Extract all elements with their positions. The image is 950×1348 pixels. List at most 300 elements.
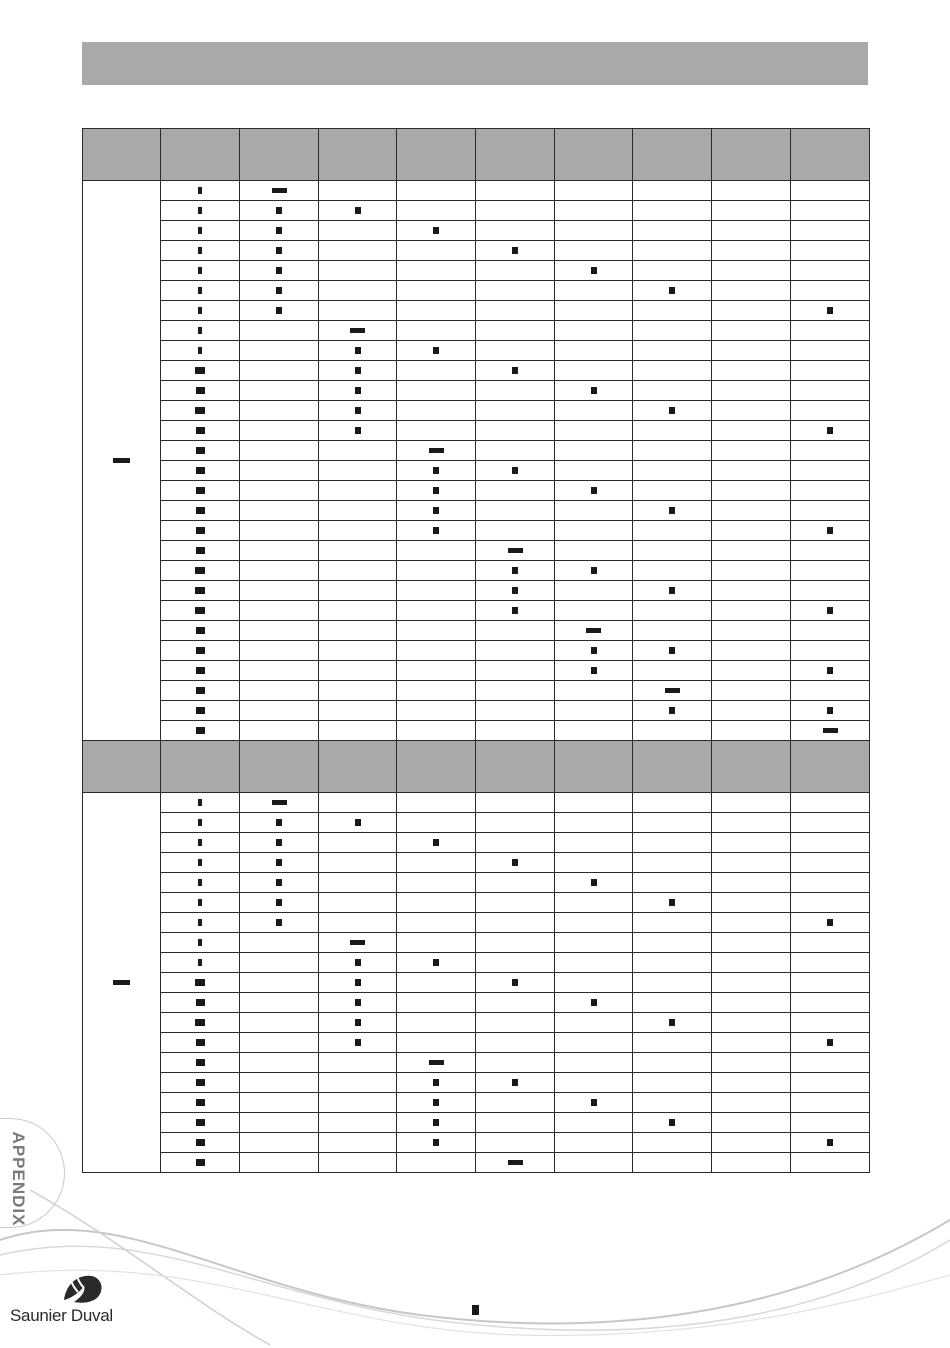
table-cell: [791, 1153, 870, 1173]
table-cell: [633, 221, 712, 241]
table-cell: [476, 301, 555, 321]
square-marker: [276, 839, 282, 846]
row-id-marker: [198, 327, 202, 334]
table-cell: [791, 641, 870, 661]
table-cell: [476, 813, 555, 833]
table-cell: [476, 221, 555, 241]
table-cell: [476, 621, 555, 641]
row-id-cell: [161, 1013, 240, 1033]
square-marker: [827, 1039, 833, 1046]
table-row: [83, 341, 870, 361]
row-id-cell: [161, 421, 240, 441]
table-cell: [712, 481, 791, 501]
table-cell: [397, 281, 476, 301]
table-cell: [555, 1113, 633, 1133]
row-id-cell: [161, 621, 240, 641]
table-cell: [712, 1133, 791, 1153]
table-cell: [555, 661, 633, 681]
table-row: [83, 993, 870, 1013]
table-cell: [791, 661, 870, 681]
table-row: [83, 181, 870, 201]
table-cell: [555, 481, 633, 501]
table-cell: [712, 281, 791, 301]
table-cell: [397, 581, 476, 601]
table-row: [83, 521, 870, 541]
table-cell: [240, 221, 319, 241]
table-cell: [712, 401, 791, 421]
table-cell: [240, 181, 319, 201]
square-marker: [355, 427, 361, 434]
logo-wordmark: Saunier Duval: [10, 1306, 113, 1325]
square-marker: [669, 407, 675, 414]
row-id-marker: [196, 1079, 205, 1086]
table-cell: [397, 1073, 476, 1093]
table-cell: [240, 701, 319, 721]
table-cell: [633, 721, 712, 741]
table-cell: [712, 1073, 791, 1093]
table-cell: [476, 641, 555, 661]
table-row: [83, 953, 870, 973]
table-cell: [633, 1133, 712, 1153]
table-cell: [319, 601, 397, 621]
table-cell: [633, 793, 712, 813]
table-cell: [319, 853, 397, 873]
square-marker: [669, 507, 675, 514]
table-cell: [712, 933, 791, 953]
header-cell: [161, 741, 240, 793]
table-cell: [791, 401, 870, 421]
table-cell: [319, 873, 397, 893]
table-cell: [633, 893, 712, 913]
table-cell: [555, 833, 633, 853]
square-marker: [669, 899, 675, 906]
square-marker: [355, 207, 361, 214]
table-cell: [476, 581, 555, 601]
table-cell: [633, 1113, 712, 1133]
table-cell: [712, 681, 791, 701]
square-marker: [591, 667, 597, 674]
table-cell: [712, 973, 791, 993]
table-cell: [476, 1153, 555, 1173]
table-cell: [397, 341, 476, 361]
row-id-cell: [161, 321, 240, 341]
table-cell: [476, 341, 555, 361]
row-id-marker: [196, 1139, 205, 1146]
table-row: [83, 1053, 870, 1073]
row-id-marker: [196, 447, 205, 454]
table-cell: [240, 321, 319, 341]
bar-marker: [429, 1060, 444, 1065]
table-cell: [555, 1133, 633, 1153]
table-cell: [397, 721, 476, 741]
table-cell: [712, 621, 791, 641]
square-marker: [433, 959, 439, 966]
table-cell: [397, 361, 476, 381]
table-cell: [240, 341, 319, 361]
table-row: [83, 321, 870, 341]
table-cell: [633, 601, 712, 621]
table-cell: [555, 441, 633, 461]
table-cell: [397, 261, 476, 281]
square-marker: [355, 999, 361, 1006]
table-cell: [240, 1073, 319, 1093]
table-cell: [319, 813, 397, 833]
table-cell: [240, 1133, 319, 1153]
table-cell: [397, 813, 476, 833]
table-cell: [555, 1033, 633, 1053]
table-cell: [397, 933, 476, 953]
table-cell: [633, 1033, 712, 1053]
square-marker: [591, 879, 597, 886]
row-id-marker: [198, 247, 202, 254]
table-cell: [240, 661, 319, 681]
table-cell: [791, 813, 870, 833]
table-cell: [712, 853, 791, 873]
row-id-cell: [161, 241, 240, 261]
table-cell: [319, 1153, 397, 1173]
table-cell: [555, 221, 633, 241]
row-id-cell: [161, 813, 240, 833]
table-cell: [319, 361, 397, 381]
table-cell: [476, 361, 555, 381]
row-id-cell: [161, 1133, 240, 1153]
table-cell: [633, 701, 712, 721]
square-marker: [433, 467, 439, 474]
square-marker: [433, 1139, 439, 1146]
square-marker: [355, 347, 361, 354]
table-cell: [555, 301, 633, 321]
table-cell: [476, 501, 555, 521]
table-cell: [555, 893, 633, 913]
row-id-cell: [161, 461, 240, 481]
table-cell: [555, 261, 633, 281]
row-id-cell: [161, 301, 240, 321]
square-marker: [669, 1019, 675, 1026]
table-cell: [712, 913, 791, 933]
table-cell: [712, 561, 791, 581]
table-cell: [397, 853, 476, 873]
table-cell: [240, 1093, 319, 1113]
table-cell: [555, 681, 633, 701]
row-id-cell: [161, 201, 240, 221]
row-id-cell: [161, 833, 240, 853]
bar-marker: [350, 328, 365, 333]
square-marker: [827, 667, 833, 674]
row-id-marker: [196, 687, 205, 694]
table-cell: [476, 441, 555, 461]
row-id-cell: [161, 933, 240, 953]
table-cell: [712, 1153, 791, 1173]
table-cell: [397, 381, 476, 401]
table-cell: [791, 321, 870, 341]
table-cell: [319, 201, 397, 221]
row-id-marker: [198, 227, 202, 234]
appendix-label: APPENDIX: [9, 1131, 28, 1227]
table-cell: [633, 1093, 712, 1113]
table-cell: [555, 993, 633, 1013]
row-id-marker: [198, 859, 202, 866]
table-cell: [712, 541, 791, 561]
table-cell: [555, 1073, 633, 1093]
table-cell: [397, 1013, 476, 1033]
table-row: [83, 221, 870, 241]
table-cell: [791, 441, 870, 461]
table-row: [83, 1113, 870, 1133]
table-cell: [240, 641, 319, 661]
table-cell: [712, 1013, 791, 1033]
table-cell: [791, 1073, 870, 1093]
row-id-cell: [161, 853, 240, 873]
square-marker: [512, 859, 518, 866]
square-marker: [276, 819, 282, 826]
table-cell: [240, 481, 319, 501]
table-cell: [633, 1073, 712, 1093]
table-cell: [791, 581, 870, 601]
table-cell: [791, 913, 870, 933]
table-cell: [319, 301, 397, 321]
table-cell: [633, 933, 712, 953]
table-cell: [791, 521, 870, 541]
header-cell: [633, 741, 712, 793]
bar-marker: [586, 628, 601, 633]
square-marker: [591, 567, 597, 574]
square-marker: [512, 467, 518, 474]
row-id-marker: [198, 187, 202, 194]
table-cell: [712, 581, 791, 601]
table-row: [83, 501, 870, 521]
table-cell: [319, 1033, 397, 1053]
bar-marker: [508, 548, 523, 553]
table-cell: [633, 541, 712, 561]
table-cell: [633, 421, 712, 441]
table-cell: [397, 601, 476, 621]
table-cell: [319, 181, 397, 201]
table-cell: [397, 661, 476, 681]
table-row: [83, 833, 870, 853]
table-row: [83, 361, 870, 381]
table-row: [83, 1073, 870, 1093]
table-cell: [319, 421, 397, 441]
table-cell: [555, 201, 633, 221]
table-cell: [791, 301, 870, 321]
table-cell: [476, 1093, 555, 1113]
row-id-cell: [161, 953, 240, 973]
table-cell: [712, 461, 791, 481]
table-row: [83, 481, 870, 501]
table-row: [83, 853, 870, 873]
square-marker: [669, 647, 675, 654]
row-id-cell: [161, 1113, 240, 1133]
square-marker: [433, 1119, 439, 1126]
row-id-marker: [198, 819, 202, 826]
header-cell: [476, 741, 555, 793]
square-marker: [276, 307, 282, 314]
saunier-duval-logo: [10, 1270, 150, 1330]
page-banner: [82, 42, 868, 85]
table-row: [83, 241, 870, 261]
table-cell: [555, 581, 633, 601]
table-cell: [240, 1053, 319, 1073]
row-id-marker: [198, 799, 202, 806]
table-row: [83, 661, 870, 681]
table-cell: [240, 381, 319, 401]
table-cell: [319, 221, 397, 241]
table-cell: [476, 993, 555, 1013]
table-cell: [476, 241, 555, 261]
table-cell: [240, 793, 319, 813]
table-cell: [555, 501, 633, 521]
row-id-marker: [196, 707, 205, 714]
row-id-cell: [161, 701, 240, 721]
bar-marker: [272, 800, 287, 805]
square-marker: [355, 407, 361, 414]
row-id-cell: [161, 641, 240, 661]
appendix-table: [82, 128, 870, 1173]
table-cell: [319, 893, 397, 913]
table-cell: [791, 541, 870, 561]
row-id-marker: [198, 347, 202, 354]
table-cell: [555, 1153, 633, 1173]
table-cell: [791, 1093, 870, 1113]
row-id-cell: [161, 993, 240, 1013]
table-cell: [397, 1053, 476, 1073]
table-cell: [397, 461, 476, 481]
header-cell: [555, 129, 633, 181]
table-cell: [555, 321, 633, 341]
table-cell: [712, 1033, 791, 1053]
row-id-cell: [161, 181, 240, 201]
table-row: [83, 421, 870, 441]
table-cell: [791, 261, 870, 281]
table-cell: [240, 621, 319, 641]
row-id-marker: [196, 507, 205, 514]
table-cell: [397, 973, 476, 993]
table-row: [83, 1013, 870, 1033]
table-row: [83, 581, 870, 601]
table-cell: [397, 1153, 476, 1173]
table-cell: [633, 441, 712, 461]
row-id-marker: [195, 587, 205, 594]
row-id-marker: [196, 627, 205, 634]
table-cell: [397, 181, 476, 201]
table-cell: [319, 481, 397, 501]
table-cell: [712, 833, 791, 853]
table-cell: [712, 661, 791, 681]
table-cell: [319, 1113, 397, 1133]
table-cell: [712, 601, 791, 621]
table-cell: [633, 341, 712, 361]
table-cell: [555, 521, 633, 541]
table-cell: [397, 833, 476, 853]
table-cell: [712, 813, 791, 833]
square-marker: [669, 1119, 675, 1126]
row-id-cell: [161, 441, 240, 461]
row-id-marker: [196, 527, 205, 534]
table-cell: [476, 973, 555, 993]
table-cell: [555, 541, 633, 561]
row-id-marker: [198, 267, 202, 274]
table-cell: [397, 521, 476, 541]
square-marker: [276, 919, 282, 926]
table-cell: [791, 1133, 870, 1153]
table-cell: [555, 913, 633, 933]
table-cell: [476, 661, 555, 681]
table-cell: [633, 641, 712, 661]
table-cell: [791, 853, 870, 873]
table-cell: [555, 421, 633, 441]
row-id-cell: [161, 341, 240, 361]
table-cell: [633, 681, 712, 701]
table-cell: [791, 1113, 870, 1133]
table-cell: [476, 181, 555, 201]
table-cell: [240, 541, 319, 561]
table-cell: [319, 953, 397, 973]
table-cell: [791, 181, 870, 201]
table-cell: [633, 661, 712, 681]
table-cell: [397, 221, 476, 241]
table-cell: [555, 813, 633, 833]
square-marker: [591, 267, 597, 274]
table-cell: [476, 521, 555, 541]
table-cell: [397, 793, 476, 813]
row-id-marker: [198, 287, 202, 294]
table-cell: [319, 661, 397, 681]
table-cell: [397, 621, 476, 641]
table-cell: [240, 461, 319, 481]
table-cell: [397, 1093, 476, 1113]
row-id-marker: [198, 207, 202, 214]
row-id-marker: [198, 307, 202, 314]
table-cell: [555, 853, 633, 873]
row-id-marker: [196, 999, 205, 1006]
table-cell: [791, 1013, 870, 1033]
row-id-cell: [161, 913, 240, 933]
row-id-marker: [196, 727, 205, 734]
table-cell: [791, 681, 870, 701]
table-cell: [712, 501, 791, 521]
square-marker: [276, 287, 282, 294]
square-marker: [827, 307, 833, 314]
table-cell: [476, 201, 555, 221]
header-cell: [555, 741, 633, 793]
header-cell: [319, 741, 397, 793]
table-cell: [712, 181, 791, 201]
table-row: [83, 721, 870, 741]
table-cell: [712, 201, 791, 221]
table-cell: [319, 933, 397, 953]
table-row: [83, 281, 870, 301]
table-cell: [240, 721, 319, 741]
table-cell: [712, 1113, 791, 1133]
table-cell: [476, 1033, 555, 1053]
row-id-cell: [161, 973, 240, 993]
square-marker: [276, 879, 282, 886]
table-cell: [633, 1153, 712, 1173]
row-id-cell: [161, 793, 240, 813]
table-cell: [633, 913, 712, 933]
square-marker: [433, 1099, 439, 1106]
table-row: [83, 913, 870, 933]
square-marker: [433, 839, 439, 846]
table-cell: [319, 341, 397, 361]
square-marker: [827, 527, 833, 534]
table-cell: [555, 1013, 633, 1033]
row-id-cell: [161, 681, 240, 701]
table-row: [83, 441, 870, 461]
square-marker: [433, 527, 439, 534]
table-cell: [397, 501, 476, 521]
square-marker: [276, 247, 282, 254]
